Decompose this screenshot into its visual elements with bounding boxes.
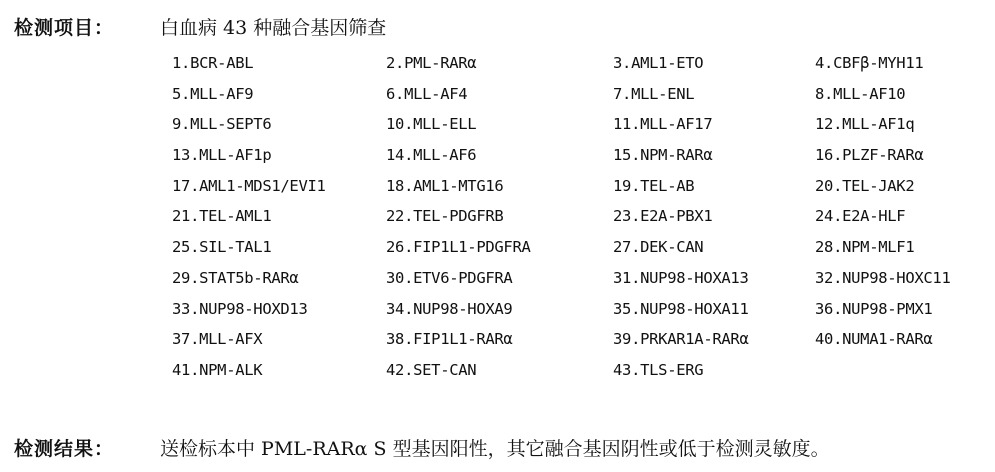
gene-item: 34.NUP98-HOXA9	[386, 299, 513, 318]
gene-item: 31.NUP98-HOXA13	[613, 268, 749, 287]
gene-item: 29.STAT5b-RARα	[172, 268, 299, 287]
gene-item: 4.CBFβ-MYH11	[815, 54, 924, 72]
gene-item: 2.PML-RARα	[386, 54, 477, 72]
gene-item: 1.BCR-ABL	[172, 54, 254, 72]
gene-item: 33.NUP98-HOXD13	[172, 299, 308, 318]
gene-item: 20.TEL-JAK2	[815, 176, 915, 195]
gene-item: 6.MLL-AF4	[386, 84, 468, 103]
gene-item: 32.NUP98-HOXC11	[815, 268, 951, 287]
gene-item: 7.MLL-ENL	[613, 84, 695, 103]
fusion-gene-list	[172, 52, 972, 390]
gene-item: 27.DEK-CAN	[613, 238, 704, 257]
gene-item: 22.TEL-PDGFRB	[386, 207, 504, 226]
gene-item: 5.MLL-AF9	[172, 84, 254, 103]
gene-item: 14.MLL-AF6	[386, 146, 477, 165]
gene-item: 37.MLL-AFX	[172, 330, 263, 349]
test-items-value: 白血病 43 种融合基因筛查	[160, 17, 387, 39]
gene-item: 23.E2A-PBX1	[613, 207, 713, 226]
test-result-value: 送检标本中 PML-RARα S 型基因阳性，其它融合基因阴性或低于检测灵敏度。	[160, 438, 830, 460]
gene-item: 35.NUP98-HOXA11	[613, 299, 749, 318]
gene-item: 11.MLL-AF17	[613, 115, 713, 134]
gene-item: 43.TLS-ERG	[613, 360, 704, 379]
gene-item: 18.AML1-MTG16	[386, 176, 504, 195]
gene-item: 21.TEL-AML1	[172, 207, 272, 226]
gene-item: 9.MLL-SEPT6	[172, 115, 272, 134]
gene-item: 19.TEL-AB	[613, 176, 695, 195]
gene-item: 28.NPM-MLF1	[815, 238, 915, 257]
gene-item: 30.ETV6-PDGFRA	[386, 268, 513, 287]
gene-item: 15.NPM-RARα	[613, 146, 713, 165]
gene-item: 41.NPM-ALK	[172, 360, 263, 379]
gene-item: 42.SET-CAN	[386, 360, 477, 379]
gene-item: 26.FIP1L1-PDGFRA	[386, 238, 531, 257]
test-result-label: 检测结果：	[14, 438, 115, 460]
gene-item: 10.MLL-ELL	[386, 115, 477, 134]
gene-item: 39.PRKAR1A-RARα	[613, 330, 749, 349]
gene-item: 36.NUP98-PMX1	[815, 299, 933, 318]
gene-item: 24.E2A-HLF	[815, 207, 906, 226]
gene-item: 8.MLL-AF10	[815, 84, 906, 103]
gene-item: 17.AML1-MDS1/EVI1	[172, 176, 326, 195]
gene-item: 12.MLL-AF1q	[815, 115, 915, 134]
test-items-label: 检测项目：	[14, 17, 115, 39]
gene-item: 40.NUMA1-RARα	[815, 330, 933, 349]
gene-item: 38.FIP1L1-RARα	[386, 330, 513, 349]
gene-item: 13.MLL-AF1p	[172, 146, 272, 165]
gene-item: 3.AML1-ETO	[613, 54, 704, 72]
gene-item: 16.PLZF-RARα	[815, 146, 924, 165]
gene-item: 25.SIL-TAL1	[172, 238, 272, 257]
